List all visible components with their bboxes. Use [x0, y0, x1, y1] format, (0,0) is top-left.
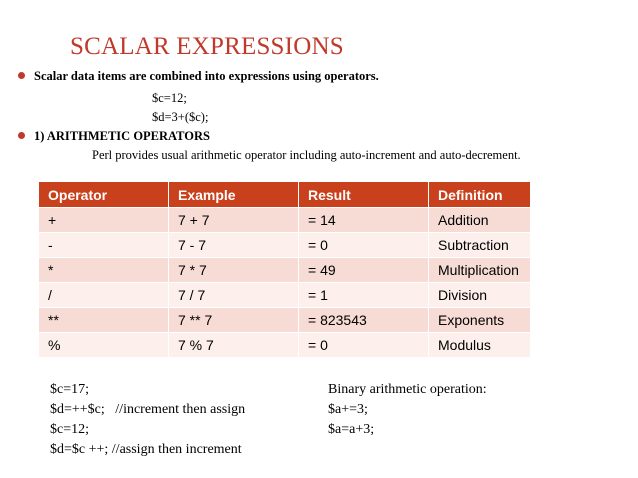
bullet-item-arithmetic — [18, 129, 210, 144]
code-line: Binary arithmetic operation: — [328, 382, 487, 397]
code-line: $c=12; — [50, 422, 89, 437]
code-line: $a+=3; — [328, 402, 368, 417]
example-line: $c=12; — [152, 91, 187, 105]
table-header-cell: Result — [299, 182, 429, 208]
table-cell: Exponents — [429, 308, 531, 333]
table-cell: = 0 — [299, 233, 429, 258]
table-cell: - — [39, 233, 169, 258]
bullet-text: Scalar data items are combined into expressions using operators. — [34, 69, 379, 83]
bullet-item-expressions — [18, 69, 379, 84]
table-cell: = 49 — [299, 258, 429, 283]
table-cell: 7 % 7 — [169, 333, 299, 358]
table-header-cell: Operator — [39, 182, 169, 208]
table-header-cell: Example — [169, 182, 299, 208]
table-cell: 7 - 7 — [169, 233, 299, 258]
table-row — [39, 233, 531, 258]
table-row — [39, 308, 531, 333]
table-cell: * — [39, 258, 169, 283]
bullet-text: 1) ARITHMETIC OPERATORS — [34, 129, 210, 143]
table-row — [39, 258, 531, 283]
bullet-dot-icon — [18, 132, 25, 139]
slide-title: SCALAR EXPRESSIONS — [70, 33, 344, 60]
table-cell: Subtraction — [429, 233, 531, 258]
table-cell: / — [39, 283, 169, 308]
table-cell: = 0 — [299, 333, 429, 358]
table-cell: = 14 — [299, 208, 429, 233]
table-cell: 7 ** 7 — [169, 308, 299, 333]
bullet-dot-icon — [18, 72, 25, 79]
table-cell: = 823543 — [299, 308, 429, 333]
table-cell: Addition — [429, 208, 531, 233]
table-row — [39, 283, 531, 308]
operators-table — [38, 181, 531, 358]
table-cell: 7 / 7 — [169, 283, 299, 308]
table-cell: 7 + 7 — [169, 208, 299, 233]
table-cell: Multiplication — [429, 258, 531, 283]
table-cell: ** — [39, 308, 169, 333]
table-cell: = 1 — [299, 283, 429, 308]
table-cell: + — [39, 208, 169, 233]
table-row — [39, 333, 531, 358]
description-text: Perl provides usual arithmetic operator including auto-increment and auto-decrement. — [92, 148, 521, 162]
table-cell: Division — [429, 283, 531, 308]
table-cell: 7 * 7 — [169, 258, 299, 283]
table-header-row — [39, 182, 531, 208]
table-cell: Modulus — [429, 333, 531, 358]
code-line: $c=17; — [50, 382, 89, 397]
table-row — [39, 208, 531, 233]
code-line: $a=a+3; — [328, 422, 375, 437]
table-header-cell: Definition — [429, 182, 531, 208]
code-line: $d=++$c; //increment then assign — [50, 402, 246, 417]
example-line: $d=3+($c); — [152, 110, 209, 124]
table-cell: % — [39, 333, 169, 358]
code-line: $d=$c ++; //assign then increment — [50, 442, 242, 457]
